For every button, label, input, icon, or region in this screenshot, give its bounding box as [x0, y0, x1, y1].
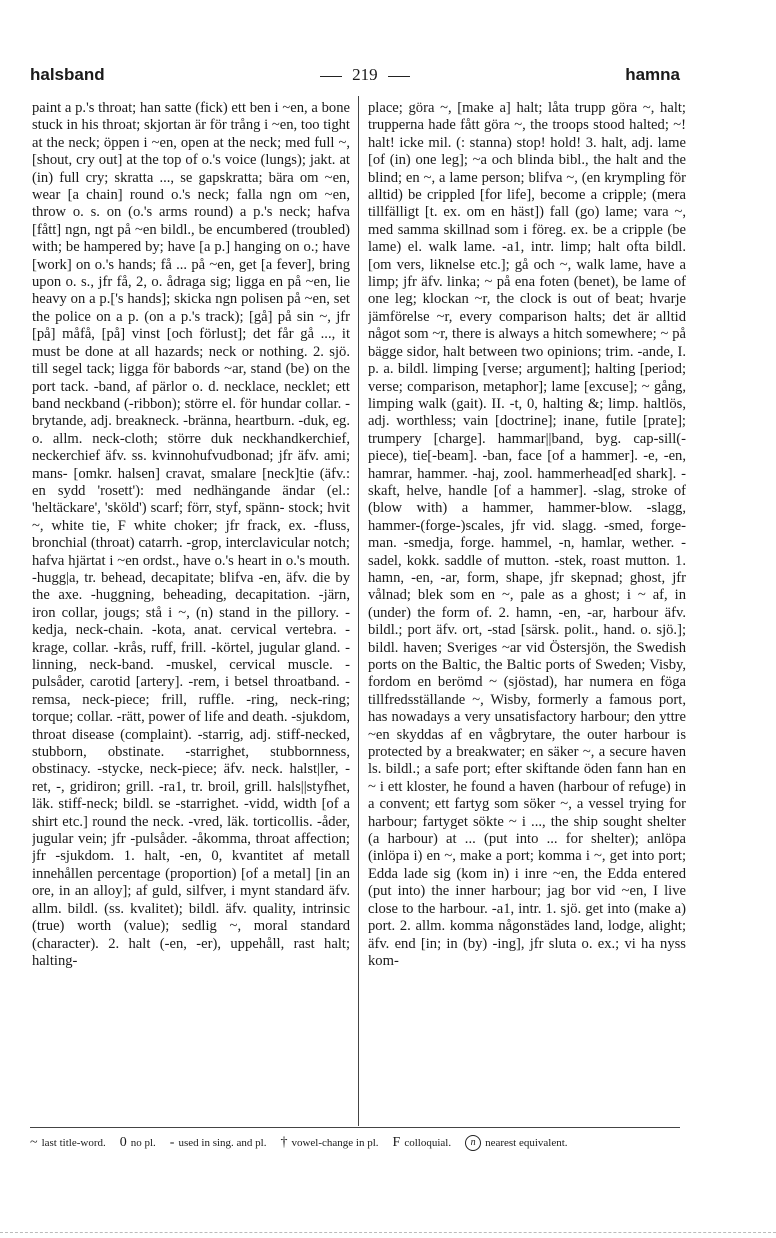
swung-dash-text: last title-word. — [41, 1137, 106, 1149]
page-header — [30, 62, 680, 88]
dash-symbol: - — [169, 1135, 175, 1150]
page-number: 219 — [352, 65, 378, 84]
zero-symbol: 0 — [119, 1135, 127, 1150]
dagger-text: vowel-change in pl. — [291, 1137, 379, 1149]
dash-right — [388, 76, 410, 77]
page-number-group — [310, 65, 420, 85]
column-divider — [358, 96, 359, 1126]
dagger-symbol: † — [280, 1135, 288, 1150]
footer-rule — [30, 1127, 680, 1128]
left-column — [32, 100, 350, 1120]
zero-text: no pl. — [130, 1137, 156, 1149]
scan-edge — [0, 1232, 776, 1233]
swung-dash-symbol: ~ — [30, 1135, 38, 1150]
dash-text: used in sing. and pl. — [178, 1137, 267, 1149]
circled-n-icon: n — [465, 1135, 481, 1151]
left-column-text: paint a p.'s throat; han satte (fick) ett ben i ~en, a bone stuck in his throat; skjortan är för trång i ~en, too tight at the neck; öppen i ~en, open at the neck; med full ~, [shout, cry out] at the top of o.'s voice (lungs); jakt. at (in) full cry; skratta ..., se gapskratta; bära om ~en, wear [a chain] round o.'s neck; falla ngn om ~en, throw o. s. on (o.'s arms round) a p.'s neck; hafva [fått] ngn, ngt på ~en bildl., be encumbered (troubled) with; be hampered by; have [a p.] hanging on o.; have [work] on o.'s hands; få ... på ~en, get [a fever], bring upon o. s., jfr få, 2, o. ådraga sig; ligga en på ~en, lie heavy on a p.['s hands]; skicka ngn polisen på ~en, set the police on a p. (on a p.'s track); [gå] på sin ~, jfr [på] måfå, [på] vinst [och förlust]; det får gå ..., it must be done at all hazards; neck or nothing. 2. sjö. till segel tack; ligga för babords ~ar, stand (be) on the port tack. -band, af pärlor o. d. necklace, necklet; ett band neckband (-ribbon); större el. för hundar collar. -brytande, adj. breakneck. -bränna, heartburn. -duk, eg. o. allm. neck-cloth; större duk neckhandkerchief, neckerchief äfv. ss. kvinnohufvudbonad; jfr äfv. ami; mans- [omkr. halsen] cravat, smalare [neck]tie (äfv.: en sydd 'rosett'): med nedhängande ändar (el.: 'heltäckare', 'sköld') scarf; förr, styf, spänn- stock; hvit ~, white tie, F white choker; jfr frack, ex. -fluss, bronchial (throat) catarrh. -grop, interclavicular notch; hafva hjärtat i ~en ordst., have o.'s heart in o.'s mouth. -hugg|a, tr. behead, decapitate; blifva -en, äfv. die by the axe. -huggning, beheading, decapitation. -järn, iron collar, jougs; stå i ~, (n) stand in the pillory. -kedja, neck-chain. -kota, anat. cervical vertebra. -krage, collar. -krås, ruff, frill. -körtel, jugular gland. -linning, neck-band. -muskel, cervical muscle. -pulsåder, carotid [artery]. -rem, i betsel throatband. -remsa, neck-piece; frill, ruffle. -ring, neck-ring; torque; collar. -rätt, power of life and death. -sjukdom, throat disease (complaint). -starrig, adj. stiff-necked, stubborn, obstinate. -starrighet, stubbornness, obstinacy. -stycke, neck-piece; äfv. neck. halst|ler, -ret, -, gridiron; grill. -ra1, tr. broil, grill. hals||styfhet, läk. stiff-neck; bildl. se -starrighet. -vidd, width [of a shirt etc.] round the neck. -vred, läk. torticollis. -åder, jugular vein; jfr -pulsåder. -åkomma, throat affection; jfr -sjukdom. 1. halt, -en, 0, kvantitet af metall innehållen percentage (proportion) [of a metal] [in an ore, in an alloy]; af guld, silfver, i mynt standard äfv. allm. bildl. (ss. kvalitet); bildl. äfv. quality, intrinsic (true) worth (value); sedlig ~, moral standard (character). 2. halt (-en, -er), uppehåll, rast halt; halting- — [32, 100, 350, 969]
right-column-text: place; göra ~, [make a] halt; låta trupp göra ~, halt; trupperna hade fått göra ~, the troops stood halted; ~! halt! icke mil. (: stanna) stop! hold! 3. halt, adj. lame [of (in) one leg]; ~a och blinda bibl., the halt and the blind; en ~, a lame person; blifva ~, (en krympling för alltid) be crippled [for life], become a cripple; (mera tillfälligt [t. ex. om en häst]) fall (go) lame; vara ~, med samma skillnad som i föreg. ex. be a cripple (be lame) el. walk lame. -a1, intr. limp; halt ofta bildl. [om vers, liknelse etc.]; gå och ~, walk lame, have a limp; jfr äfv. linka; ~ på ena foten (benet), be lame of one leg; klockan ~r, the clock is out of beat; hvarje jämförelse ~r, every comparison halts; det är alltid något som ~r, there is always a hitch somewhere; ~ på bägge sidor, halt between two opinions; trim. -ande, I. p. a. bildl. limping [verse; argument]; halting [period; verse; comparison, metaphor]; lame [excuse]; ~ gång, limping walk (gait). II. -t, 0, halting &; limp. haltlös, adj. worthless; vain [doctrine]; inane, futile [prate]; trumpery [charge]. hammar||band, byg. cap-sill(-piece), tie[-beam]. -ban, face [of a hammer]. -e, -en, hamrar, hammer. -haj, zool. hammerhead[ed shark]. -skaft, helve, handle [of a hammer]. -slag, stroke of (blow with) a hammer, hammer-blow. -slagg, hammer-(forge-)scales, jfr vid. slagg. -smed, forge-man. -smedja, forge. hammel, -n, hamlar, wether. -sadel, kokk. saddle of mutton. -stek, roast mutton. 1. hamn, -en, -ar, form, shape, jfr skepnad; ghost, jfr vålnad; blek som en ~, pale as a ghost; i ~ af, in (under) the form of. 2. hamn, -en, -ar, harbour äfv. bildl.; port äfv. ort, -stad [särsk. polit., hand. o. sjö.]; bildl. haven; Sveriges ~ar vid Östersjön, the Swedish ports on the Baltic, the Baltic ports of Sweden; Visby, fordom en berömd ~ (sjöstad), har numera en föga tillfredsställande ~, Wisby, formerly a famous port, has nowadays a very unsatisfactory harbour; den yttre ~en skyddas af en vågbrytare, the outer harbour is protected by a breakwater; en säker ~, a secure haven ls. bildl.; a safe port; efter skiftande öden fann han en ~ i ett kloster, he found a haven (harbour of refuge) in a convent; ett fartyg som söker ~, a vessel trying for harbour; fartyget sökte ~ i ..., the ship sought shelter (a harbour) at ... (put into ... for shelter); anlöpa (inlöpa i) en ~, make a port; komma i ~, get into port; Edda lade sig (kom in) i inre ~en, the Edda entered (put into) the inner harbour; jag bor vid ~en, I live close to the harbour. -a1, intr. 1. sjö. get into (make a) port. 2. allm. komma någonstädes land, lodge, alight; äfv. end [in; in (by) -ing], jfr sluta o. ex.; vi ha nyss kom- — [368, 100, 686, 969]
circle-text: nearest equivalent. — [485, 1137, 568, 1149]
abbreviation-legend — [30, 1133, 680, 1153]
dash-left — [320, 76, 342, 77]
f-symbol: F — [392, 1135, 401, 1150]
f-text: colloquial. — [404, 1137, 452, 1149]
left-headword: halsband — [30, 65, 105, 84]
right-column — [368, 100, 686, 1120]
right-headword: hamna — [625, 65, 680, 84]
